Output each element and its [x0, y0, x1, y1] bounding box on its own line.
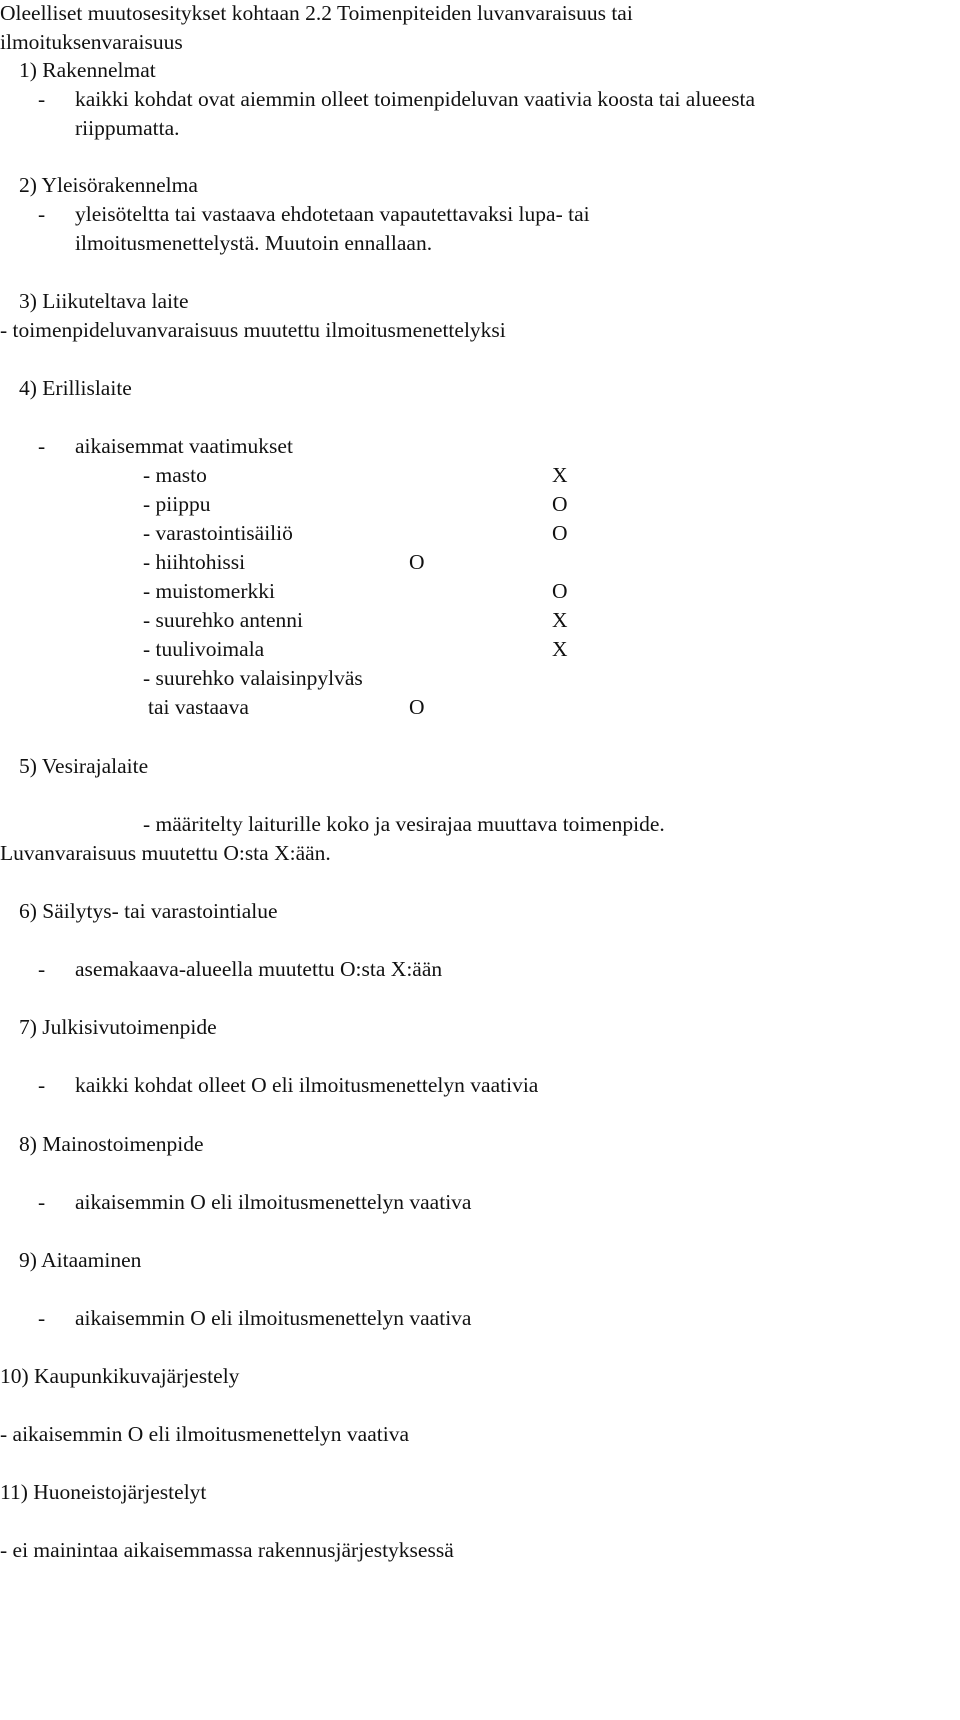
section-1-text-line2: riippumatta. [75, 116, 180, 140]
requirement-label-muistomerkki: - muistomerkki [143, 579, 275, 603]
section-10-title: 10) Kaupunkikuvajärjestely [0, 1364, 240, 1388]
section-3-title: 3) Liikuteltava laite [19, 289, 189, 313]
section-4-dash: - [38, 434, 46, 458]
requirement-mark-suurehko-antenni: X [552, 608, 568, 632]
requirement-label-piippu: - piippu [143, 492, 211, 516]
section-5-title: 5) Vesirajalaite [19, 754, 149, 778]
section-8-title: 8) Mainostoimenpide [19, 1132, 204, 1156]
section-5-text-line2: Luvanvaraisuus muutettu O:sta X:ään. [0, 841, 331, 865]
requirement-label-tuulivoimala: - tuulivoimala [143, 637, 265, 661]
requirement-label-varastointisailio: - varastointisäiliö [143, 521, 293, 545]
section-10-text: - aikaisemmin O eli ilmoitusmenettelyn vaativa [0, 1422, 409, 1446]
section-2-title: 2) Yleisörakennelma [19, 173, 198, 197]
requirement-mark-masto: X [552, 463, 568, 487]
requirement-label-masto: - masto [143, 463, 207, 487]
section-1-text-line1: kaikki kohdat ovat aiemmin olleet toimenpideluvan vaativia koosta tai alueesta [75, 87, 756, 111]
section-2-text-line1: yleisöteltta tai vastaava ehdotetaan vapautettavaksi lupa- tai [75, 202, 590, 226]
section-11-text: - ei mainintaa aikaisemmassa rakennusjärjestyksessä [0, 1538, 454, 1562]
section-7-dash: - [38, 1073, 46, 1097]
section-1-title: 1) Rakennelmat [19, 58, 156, 82]
requirement-mark-piippu: O [552, 492, 568, 516]
section-3-text: - toimenpideluvanvaraisuus muutettu ilmoitusmenettelyksi [0, 318, 506, 342]
section-4-intro: aikaisemmat vaatimukset [75, 434, 293, 458]
requirement-label-suurehko-antenni: - suurehko antenni [143, 608, 304, 632]
document-heading-line1: Oleelliset muutosesitykset kohtaan 2.2 Toimenpiteiden luvanvaraisuus tai [0, 1, 633, 25]
section-8-dash: - [38, 1190, 46, 1214]
section-5-text-line1: - määritelty laiturille koko ja vesirajaa muuttava toimenpide. [143, 812, 665, 836]
section-6-dash: - [38, 957, 46, 981]
requirement-mark-hiihtohissi: O [409, 550, 425, 574]
section-4-title: 4) Erillislaite [19, 376, 132, 400]
requirement-label-valaisinpylvas: - suurehko valaisinpylväs [143, 666, 363, 690]
section-9-title: 9) Aitaaminen [19, 1248, 142, 1272]
section-6-title: 6) Säilytys- tai varastointialue [19, 899, 278, 923]
requirement-mark-muistomerkki: O [552, 579, 568, 603]
section-9-dash: - [38, 1306, 46, 1330]
section-9-text: aikaisemmin O eli ilmoitusmenettelyn vaativa [75, 1306, 472, 1330]
section-1-dash: - [38, 87, 46, 111]
requirement-mark-varastointisailio: O [552, 521, 568, 545]
requirement-mark-tuulivoimala: X [552, 637, 568, 661]
section-2-text-line2: ilmoitusmenettelystä. Muutoin ennallaan. [75, 231, 433, 255]
requirement-label-hiihtohissi: - hiihtohissi [143, 550, 246, 574]
section-7-title: 7) Julkisivutoimenpide [19, 1015, 217, 1039]
requirement-mark-tai-vastaava: O [409, 695, 425, 719]
section-7-text: kaikki kohdat olleet O eli ilmoitusmenettelyn vaativia [75, 1073, 539, 1097]
section-2-dash: - [38, 202, 46, 226]
section-6-text: asemakaava-alueella muutettu O:sta X:ään [75, 957, 443, 981]
requirement-label-tai-vastaava: tai vastaava [148, 695, 249, 719]
section-8-text: aikaisemmin O eli ilmoitusmenettelyn vaativa [75, 1190, 472, 1214]
section-11-title: 11) Huoneistojärjestelyt [0, 1480, 207, 1504]
document-heading-line2: ilmoituksenvaraisuus [0, 30, 183, 54]
